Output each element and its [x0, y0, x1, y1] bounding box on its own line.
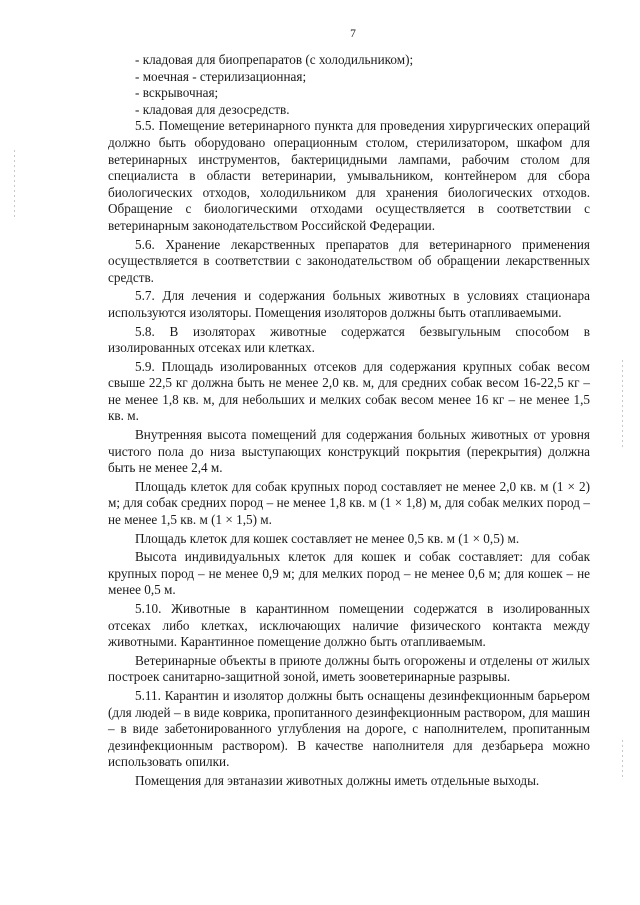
- list-item: - моечная - стерилизационная;: [135, 68, 307, 84]
- paragraph-dog-cages: Площадь клеток для собак крупных пород составляет не менее 2,0 кв. м (1 × 2) м; для собак средних пород – не менее 1,8 кв. м (1 × 1,8) м, для собак мелких пород – не менее 1,5 кв. м (1 × 1,5) м.: [108, 478, 590, 528]
- page-number: 7: [350, 28, 356, 40]
- list-item: - вскрывочная;: [135, 85, 219, 101]
- paragraph-euthanasia: Помещения для эвтаназии животных должны иметь отдельные выходы.: [135, 772, 540, 788]
- margin-scan-mark: [14, 150, 15, 220]
- paragraph-5-8: 5.8. В изоляторах животные содержатся безвыгульным способом в изолированных отсеках или клетках.: [108, 323, 590, 356]
- paragraph-5-5: 5.5. Помещение ветеринарного пункта для проведения хирургических операций должно быть оборудовано операционным столом, стерилизатором, шкафом для ветеринарных инструментов, бактерицидными лампами, рабочим столом для специалиста в области ветеринарии, умывальником, контейнером для сбора биологических отходов, холодильником для хранения биологических отходов. Обращение с биологическими отходами осуществляется в соответствии с ветеринарным законодательством Российской Федерации.: [108, 118, 590, 233]
- margin-scan-mark: [622, 740, 623, 780]
- paragraph-5-7: 5.7. Для лечения и содержания больных животных в условиях стационара используются изоляторы. Помещения изоляторов должны быть отапливаемыми.: [108, 288, 590, 320]
- paragraph-5-9: 5.9. Площадь изолированных отсеков для содержания крупных собак весом свыше 22,5 кг должна быть не менее 2,0 кв. м, для средних собак весом 16-22,5 кг – не менее 1,8 кв. м, для небольших и мелких собак весом менее 16 кг – не менее 1,5 кв. м.: [108, 358, 590, 424]
- margin-scan-mark: [622, 360, 623, 450]
- paragraph-vet-objects: Ветеринарные объекты в приюте должны быть огорожены и отделены от жилых построек санитарно-защитной зоной, иметь зооветеринарные разрывы.: [108, 652, 590, 685]
- list-item: - кладовая для биопрепаратов (с холодильником);: [135, 52, 414, 67]
- list-item: - кладовая для дезосредств.: [135, 101, 290, 117]
- document-body: [108, 118, 590, 789]
- paragraph-5-11: 5.11. Карантин и изолятор должны быть оснащены дезинфекционным барьером (для людей – в виде коврика, пропитанного дезинфекционным раствором, для машин – в виде забетонированного углубления на дороге, с наполнителем, пропитанным дезинфекционным раствором). В качестве наполнителя для дезбарьера можно использовать опилки.: [108, 687, 590, 770]
- paragraph-5-10: 5.10. Животные в карантинном помещении содержатся в изолированных отсеках либо клетках, исключающих наличие физического контакта между животными. Карантинное помещение должно быть отапливаемым.: [108, 601, 590, 650]
- paragraph-inner-height: Внутренняя высота помещений для содержания больных животных от уровня чистого пола до низа выступающих конструкций покрытия (перекрытия) должна быть не менее 2,4 м.: [108, 427, 590, 476]
- paragraph-cage-height: Высота индивидуальных клеток для кошек и собак составляет: для собак крупных пород – не менее 0,9 м; для мелких пород – не менее 0,6 м; для кошек – не менее 0,5 м.: [108, 549, 590, 598]
- room-list: [108, 52, 590, 118]
- paragraph-cat-cages: Площадь клеток для кошек составляет не менее 0,5 кв. м (1 × 0,5) м.: [135, 530, 520, 546]
- paragraph-5-6: 5.6. Хранение лекарственных препаратов для ветеринарного применения осуществляется в соответствии с законодательством об обращении лекарственных средств.: [108, 236, 590, 285]
